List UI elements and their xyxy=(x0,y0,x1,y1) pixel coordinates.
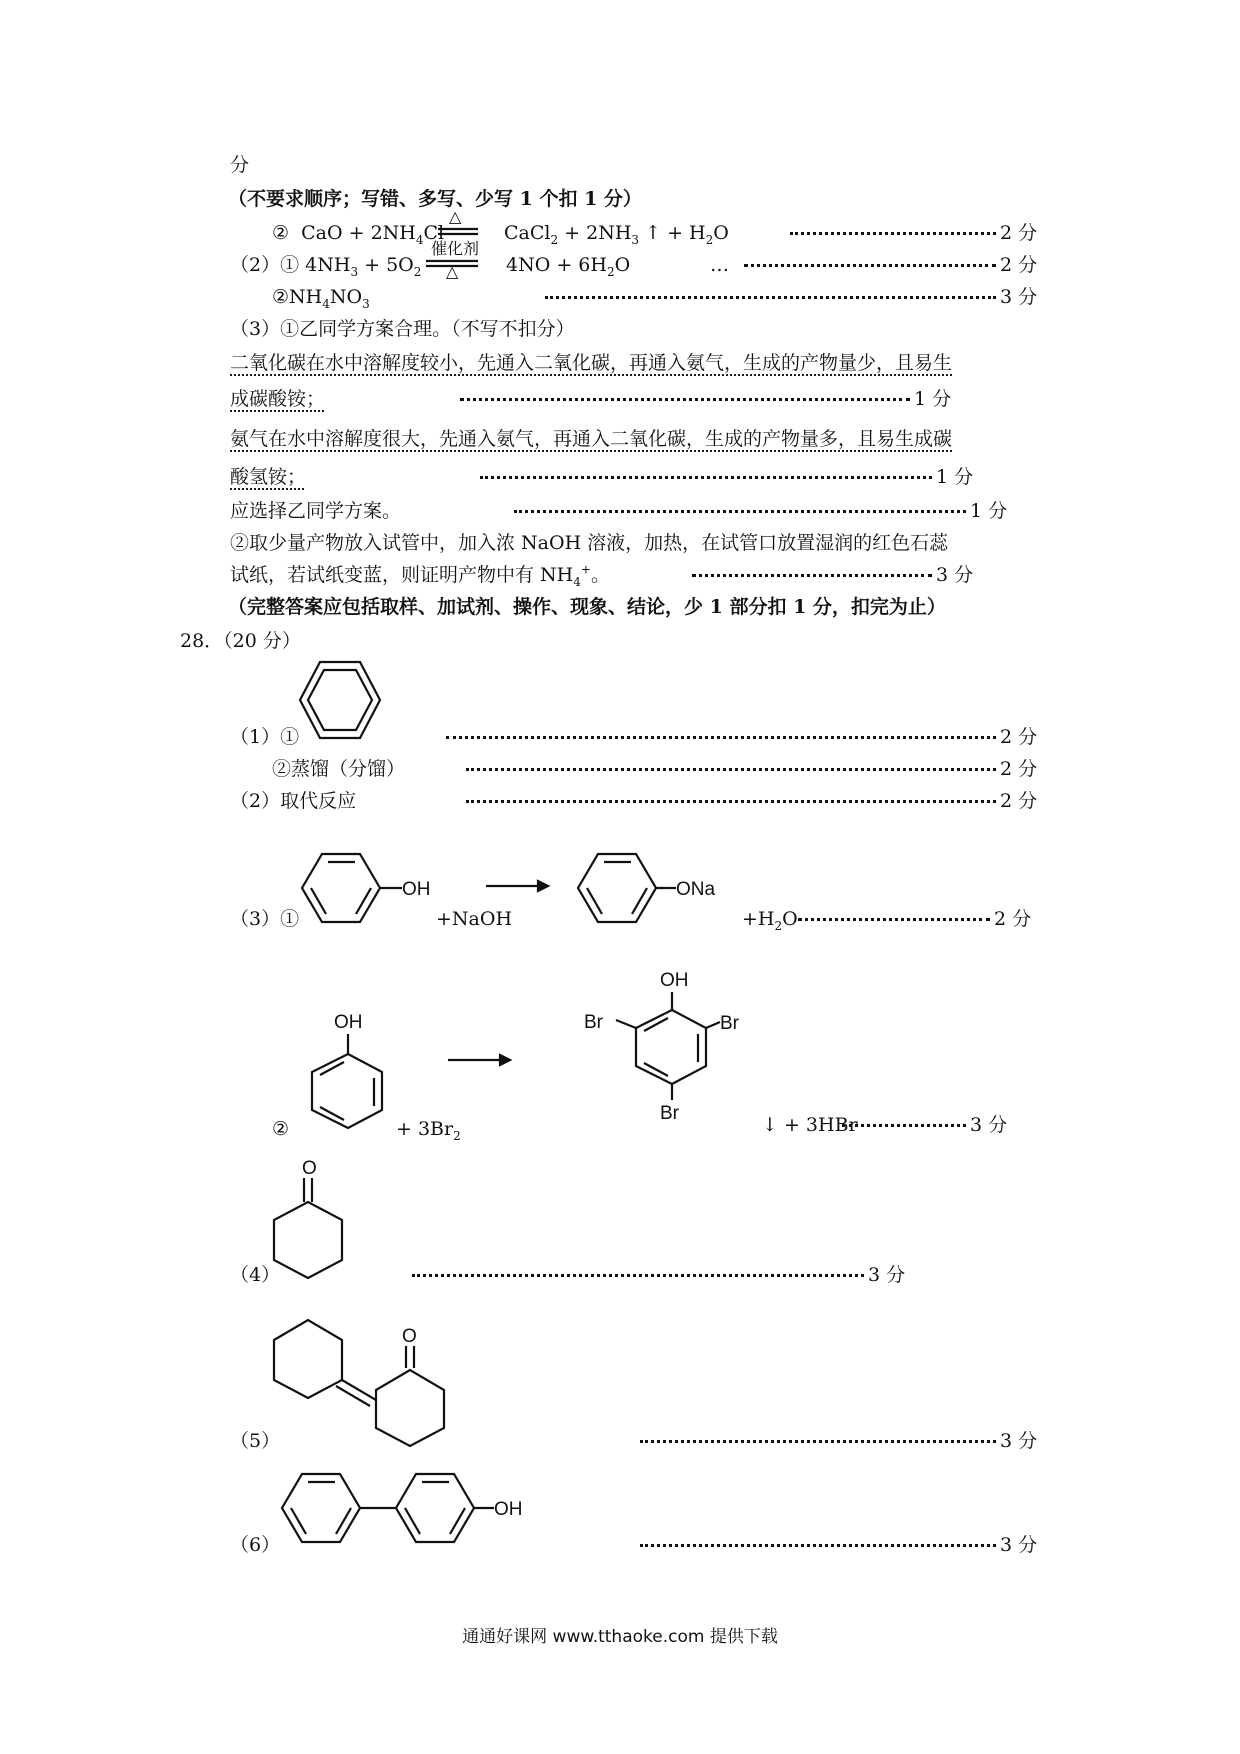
q3-d2-text: 试纸，若试纸变蓝，则证明产物中有 NH xyxy=(230,564,574,586)
cyclohexanone-structure xyxy=(270,1156,350,1286)
bromine-label-right: Br xyxy=(720,1013,739,1034)
ona-label: ONa xyxy=(676,879,716,900)
points: 1 分 xyxy=(936,466,974,488)
points: 2 分 xyxy=(1000,790,1038,812)
sup: + xyxy=(580,562,591,577)
reaction-arrow xyxy=(486,880,548,892)
no3: NO xyxy=(329,286,363,308)
eq-cao-cl: Cl xyxy=(423,222,445,244)
period: 。 xyxy=(590,564,610,586)
water-product xyxy=(742,906,798,932)
hbr-product: ↓ + 3HBr xyxy=(762,1114,858,1136)
catalyst-label: 催化剂 xyxy=(431,239,480,258)
points: 1 分 xyxy=(970,500,1008,522)
sub: 4 xyxy=(322,296,330,311)
dot-leader xyxy=(446,736,996,739)
fen-text: 分 xyxy=(230,154,250,176)
points: 3 分 xyxy=(868,1264,906,1286)
dot-leader xyxy=(692,574,932,577)
nh3: + 2NH xyxy=(558,222,632,244)
dot-leader xyxy=(514,510,966,513)
bromine-reactant xyxy=(396,1116,461,1142)
dot-leader xyxy=(640,1544,996,1547)
q28-3-label: （3）① xyxy=(230,908,300,930)
sub: 2 xyxy=(606,264,615,279)
hydroxyl-label: OH xyxy=(402,879,431,900)
bromine-label-bottom: Br xyxy=(660,1103,679,1124)
phenylphenol-structure xyxy=(280,1470,550,1550)
points: 1 分 xyxy=(914,388,952,410)
no-h2o: 4NO + 6H xyxy=(506,254,607,276)
points: 2 分 xyxy=(1000,758,1038,780)
q3-c: 应选择乙同学方案。 xyxy=(230,500,402,522)
points: 3 分 xyxy=(1000,1430,1038,1452)
points: 3 分 xyxy=(1000,1534,1038,1556)
q3-b-line2: 酸氢铵； xyxy=(230,466,307,488)
page-footer: 通通好课网 www.tthaoke.com 提供下载 xyxy=(462,1627,778,1647)
dot-leader xyxy=(466,768,996,771)
dot-leader xyxy=(460,398,910,401)
q3-note: （完整答案应包括取样、加试剂、操作、现象、结论，少 1 部分扣 1 分，扣完为止） xyxy=(228,596,946,618)
phenol-structure xyxy=(300,852,440,932)
dot-leader xyxy=(798,918,990,921)
q28-2-label: （2）取代反应 xyxy=(230,790,357,812)
q28-6-label: （6） xyxy=(230,1534,281,1556)
dot-leader xyxy=(842,1124,966,1127)
phenol-structure-2 xyxy=(300,1010,390,1130)
cacl2: CaCl xyxy=(504,222,551,244)
reaction-arrow xyxy=(448,1054,510,1066)
nh3: 4NH xyxy=(305,254,351,276)
equal-sign-arrow xyxy=(438,228,478,236)
dot-leader-lead: … xyxy=(710,254,729,276)
dot-leader xyxy=(640,1440,996,1443)
br2: + 3Br xyxy=(396,1118,454,1140)
oxygen-label: O xyxy=(302,1158,317,1179)
sub: 3 xyxy=(362,296,370,311)
sub: 2 xyxy=(453,1128,461,1143)
h2o: +H xyxy=(742,908,775,930)
q28-4-label: （4） xyxy=(230,1264,281,1286)
naoh-reactant: +NaOH xyxy=(436,908,513,930)
eq-cao-right xyxy=(504,220,729,246)
bromine-label-left: Br xyxy=(584,1012,603,1033)
q3-b-line1: 氨气在水中溶解度很大，先通入氨气，再通入二氧化碳，生成的产物量多，且易生成碳 xyxy=(230,428,953,450)
q3-d-line2 xyxy=(230,562,610,588)
hydroxyl-label: OH xyxy=(494,1499,523,1520)
sub: 2 xyxy=(705,232,714,247)
sub: 3 xyxy=(350,264,359,279)
heat-symbol: △ xyxy=(449,207,462,226)
h2o: ↑ + H xyxy=(645,222,706,244)
benzene-structure xyxy=(296,660,386,742)
points: 3 分 xyxy=(970,1114,1008,1136)
q28-1-label: （1）① xyxy=(230,726,300,748)
q2-1-label: （2）① xyxy=(230,254,300,276)
q2-2 xyxy=(272,284,370,310)
sub: 3 xyxy=(631,232,640,247)
points: 2 分 xyxy=(994,908,1032,930)
sub: 4 xyxy=(415,232,424,247)
q28-1b-label: ②蒸馏（分馏） xyxy=(272,758,406,780)
hydroxyl-label: OH xyxy=(660,970,689,991)
sub: 4 xyxy=(573,574,581,589)
eq-number: ② xyxy=(272,222,290,244)
q3-a-line2: 成碳酸铵； xyxy=(230,388,326,410)
nh4no3: ②NH xyxy=(272,286,323,308)
oxygen-label: O xyxy=(402,1326,417,1347)
points: 3 分 xyxy=(936,564,974,586)
order-note: （不要求顺序；写错、多写、少写 1 个扣 1 分） xyxy=(228,188,642,210)
q2-1-right xyxy=(506,252,630,278)
points: 2 分 xyxy=(1000,222,1038,244)
sub: 2 xyxy=(774,918,783,933)
h2o-o: O xyxy=(782,908,798,930)
tribromophenol-structure xyxy=(580,966,750,1136)
dot-leader xyxy=(790,232,996,235)
h2o-o: O xyxy=(614,254,631,276)
eq-cao-reactants: CaO + 2NH xyxy=(301,222,416,244)
sodium-phenoxide-structure xyxy=(576,852,736,932)
q28-5-label: （5） xyxy=(230,1430,281,1452)
points: 2 分 xyxy=(1000,726,1038,748)
dot-leader xyxy=(480,476,932,479)
dot-leader xyxy=(744,264,996,267)
q3-a-line1: 二氧化碳在水中溶解度较小，先通入二氧化碳，再通入氨气，生成的产物量少，且易生 xyxy=(230,352,953,374)
q3-d-line1: ②取少量产物放入试管中，加入浓 NaOH 溶液，加热，在试管口放置湿润的红色石蕊 xyxy=(230,532,949,554)
dot-leader xyxy=(545,296,996,299)
q28-3b-label: ② xyxy=(272,1118,290,1140)
cyclohexylidene-cyclohexanone-structure xyxy=(270,1310,470,1450)
q3-1: （3）①乙同学方案合理。（不写不扣分） xyxy=(230,318,575,340)
sub: 2 xyxy=(413,264,422,279)
o2: + 5O xyxy=(358,254,414,276)
h2o-o: O xyxy=(713,222,729,244)
dot-leader xyxy=(412,1274,864,1277)
q2-1-left xyxy=(230,252,421,278)
q28-header: 28．（20 分） xyxy=(180,630,301,652)
points: 2 分 xyxy=(1000,254,1038,276)
eq-cao-left xyxy=(272,220,444,246)
points: 3 分 xyxy=(1000,286,1038,308)
heat-symbol: △ xyxy=(446,262,459,281)
sub: 2 xyxy=(550,232,559,247)
hydroxyl-label: OH xyxy=(334,1012,363,1033)
dot-leader xyxy=(466,800,996,803)
